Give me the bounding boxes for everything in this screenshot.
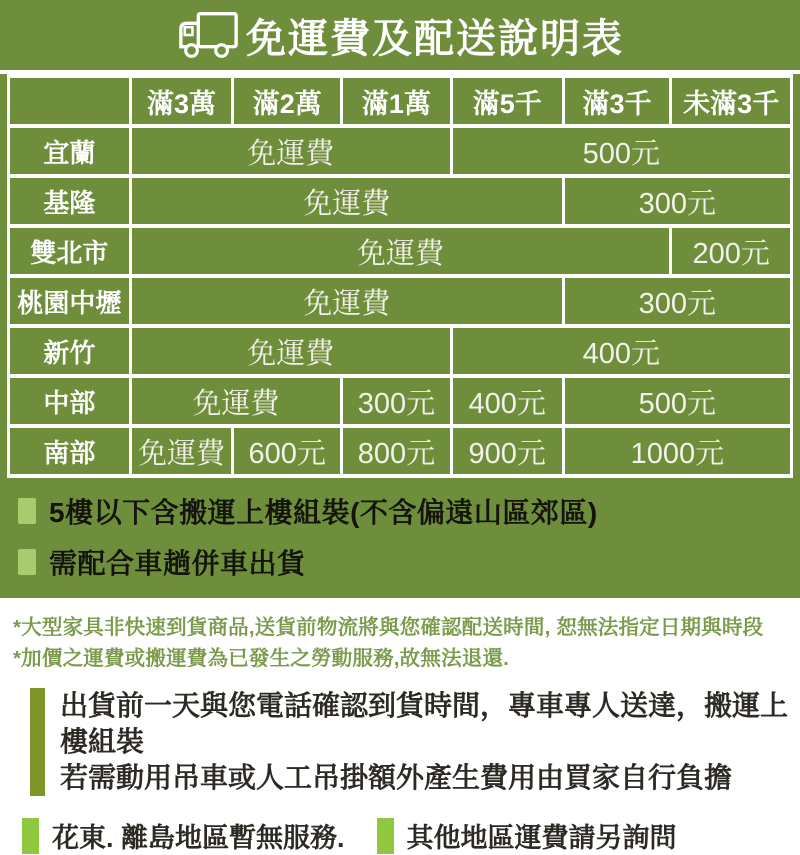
fee-cell: 免運費 xyxy=(130,226,671,276)
footnote-text: *大型家具非快速到貨商品,送貨前物流將與您確認配送時間, 恕無法指定日期與時段 xyxy=(13,616,764,639)
note-bar-icon xyxy=(377,818,394,854)
fee-cell: 500元 xyxy=(451,126,791,176)
table-row xyxy=(9,176,792,226)
fee-cell: 免運費 xyxy=(130,326,451,376)
fee-cell: 免運費 xyxy=(130,276,563,326)
column-header: 滿3萬 xyxy=(130,76,233,126)
fee-cell: 600元 xyxy=(233,426,342,476)
truck-icon xyxy=(176,10,240,60)
region-label: 宜蘭 xyxy=(9,126,131,176)
delivery-note xyxy=(30,688,800,796)
region-label: 新竹 xyxy=(9,326,131,376)
column-header: 滿3千 xyxy=(563,76,671,126)
table-row xyxy=(9,226,792,276)
column-header: 滿1萬 xyxy=(342,76,452,126)
green-notes-list xyxy=(0,478,800,598)
table-row xyxy=(9,276,792,326)
bottom-notes xyxy=(22,816,800,855)
fee-cell: 800元 xyxy=(342,426,452,476)
region-label: 基隆 xyxy=(9,176,131,226)
column-header-empty xyxy=(9,76,131,126)
table-row xyxy=(9,376,792,426)
green-note-text: 5樓以下含搬運上樓組裝(不含偏遠山區郊區) xyxy=(49,497,598,528)
table-header-row xyxy=(9,76,792,126)
note-bar-icon xyxy=(30,688,45,796)
list-item xyxy=(18,491,800,531)
region-label: 桃園中壢 xyxy=(9,276,131,326)
footnotes xyxy=(0,598,800,674)
table-row xyxy=(9,326,792,376)
list-item xyxy=(18,542,800,582)
fee-cell: 400元 xyxy=(451,326,791,376)
fee-cell: 1000元 xyxy=(563,426,791,476)
fee-cell: 900元 xyxy=(451,426,563,476)
region-label: 中部 xyxy=(9,376,131,426)
fee-cell: 免運費 xyxy=(130,376,341,426)
table-row xyxy=(9,426,792,476)
delivery-note-text xyxy=(60,688,800,796)
column-header: 未滿3千 xyxy=(671,76,792,126)
fee-cell: 免運費 xyxy=(130,426,233,476)
list-item xyxy=(377,816,677,855)
fee-cell: 300元 xyxy=(563,276,791,326)
delivery-note-line: 出貨前一天與您電話確認到貨時間，專車專人送達，搬運上樓組裝 xyxy=(60,690,789,757)
table-row xyxy=(9,126,792,176)
fee-cell: 免運費 xyxy=(130,126,451,176)
fee-cell: 400元 xyxy=(451,376,563,426)
note-bar-icon xyxy=(22,818,39,854)
bottom-note-text: 花東. 離島地區暫無服務. xyxy=(52,823,345,853)
fee-cell: 200元 xyxy=(671,226,792,276)
column-header: 滿2萬 xyxy=(233,76,342,126)
region-label: 雙北市 xyxy=(9,226,131,276)
delivery-note-line: 若需動用吊車或人工吊掛額外產生費用由買家自行負擔 xyxy=(60,762,733,793)
shipping-fee-table xyxy=(7,74,793,478)
bullet-square-icon xyxy=(18,498,36,524)
fee-cell: 500元 xyxy=(563,376,791,426)
green-note-text: 需配合車趟併車出貨 xyxy=(49,548,306,579)
footnote-text: *加價之運費或搬運費為已發生之勞動服務,故無法退還. xyxy=(13,647,510,670)
bottom-note-text: 其他地區運費請另詢問 xyxy=(406,823,677,853)
page-title: 免運費及配送說明表 xyxy=(246,16,624,61)
column-header: 滿5千 xyxy=(451,76,563,126)
list-item xyxy=(22,816,345,855)
region-label: 南部 xyxy=(9,426,131,476)
fee-cell: 免運費 xyxy=(130,176,563,226)
header xyxy=(0,0,800,74)
fee-cell: 300元 xyxy=(563,176,791,226)
fee-cell: 300元 xyxy=(342,376,452,426)
bullet-square-icon xyxy=(18,549,36,575)
